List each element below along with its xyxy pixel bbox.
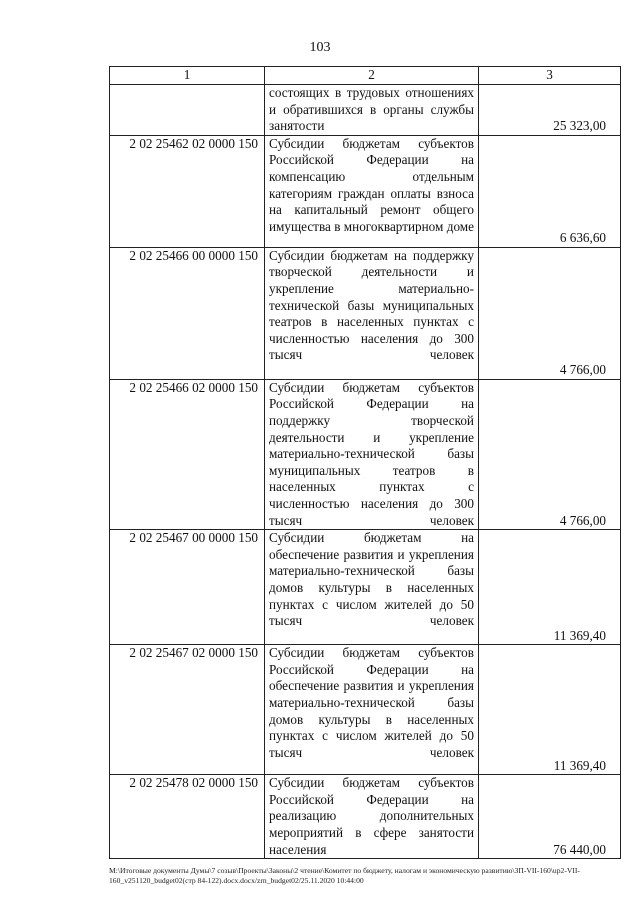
column-header: 2 — [265, 67, 479, 85]
budget-sum: 4 766,00 — [479, 247, 621, 379]
table-row — [110, 530, 621, 645]
table-header-row — [110, 67, 621, 85]
document-path-footer: M:\Итоговые документы Думы\7 созыв\Проекты\Законы\2 чтение\Комитет по бюджету, налогам и экономическую развитию\ЗП-VII-160\up2-VII-160_v251120_budget02(стр 84-122).docx.docx/zrn_budget02/25.11.2020 10:44:00 — [109, 866, 580, 885]
budget-item-name: состоящих в трудовых отношениях и обратившихся в органы службы занятости — [265, 85, 479, 136]
budget-sum: 25 323,00 — [479, 85, 621, 136]
table-row — [110, 379, 621, 529]
budget-code: 2 02 25466 00 0000 150 — [110, 247, 265, 379]
budget-code: 2 02 25466 02 0000 150 — [110, 379, 265, 529]
budget-code: 2 02 25467 02 0000 150 — [110, 645, 265, 775]
budget-sum: 76 440,00 — [479, 775, 621, 859]
budget-item-name: Субсидии бюджетам субъектов Российской Федерации на реализацию дополнительных мероприятий в сфере занятости населения — [265, 775, 479, 859]
budget-sum: 4 766,00 — [479, 379, 621, 529]
table-row — [110, 775, 621, 859]
budget-item-name: Субсидии бюджетам субъектов Российской Федерации на обеспечение развития и укрепления материально-технической базы домов культуры в населенных пунктах с числом жителей до 50 тысяч человек — [265, 645, 479, 775]
budget-code — [110, 85, 265, 136]
budget-sum: 11 369,40 — [479, 530, 621, 645]
budget-item-name: Субсидии бюджетам на обеспечение развития и укрепления материально-технической базы домов культуры в населенных пунктах с числом жителей до 50 тысяч человек — [265, 530, 479, 645]
budget-table — [109, 66, 621, 859]
budget-sum: 6 636,60 — [479, 135, 621, 247]
table-row — [110, 645, 621, 775]
table-row — [110, 247, 621, 379]
budget-code: 2 02 25478 02 0000 150 — [110, 775, 265, 859]
budget-item-name: Субсидии бюджетам на поддержку творческой деятельности и укрепление материально-технической базы муниципальных театров в населенных пунктах с численностью населения до 300 тысяч человек — [265, 247, 479, 379]
table-row — [110, 85, 621, 136]
page-number: 103 — [309, 40, 331, 55]
budget-code: 2 02 25467 00 0000 150 — [110, 530, 265, 645]
table-row — [110, 135, 621, 247]
budget-sum: 11 369,40 — [479, 645, 621, 775]
column-header: 3 — [479, 67, 621, 85]
column-header: 1 — [110, 67, 265, 85]
budget-code: 2 02 25462 02 0000 150 — [110, 135, 265, 247]
budget-item-name: Субсидии бюджетам субъектов Российской Федерации на компенсацию отдельным категориям граждан оплаты взноса на капитальный ремонт общего имущества в многоквартирном доме — [265, 135, 479, 247]
budget-item-name: Субсидии бюджетам субъектов Российской Федерации на поддержку творческой деятельности и укрепление материально-технической базы муниципальных театров в населенных пунктах с численностью населения до 300 тысяч человек — [265, 379, 479, 529]
